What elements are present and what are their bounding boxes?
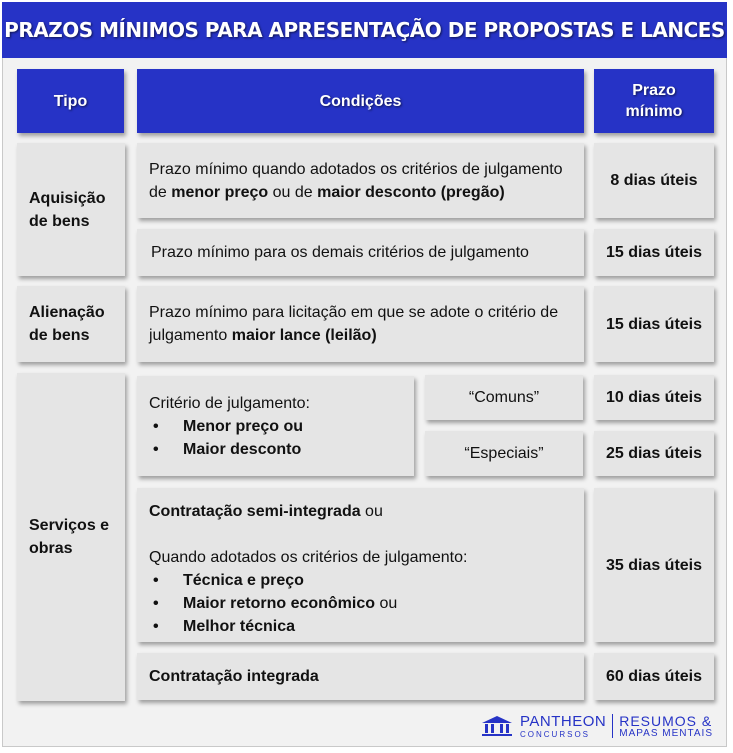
prazo-integrada: 60 dias úteis [594,653,714,700]
condition-aquisicao-demais: Prazo mínimo para os demais critérios de julgamento [137,229,584,276]
semi-intro: Quando adotados os critérios de julgamento: [149,549,468,566]
type-label-line2: de bens [29,327,90,344]
list-item: • Maior retorno econômico ou [149,592,467,615]
prazo-alienacao: 15 dias úteis [594,286,714,362]
type-alienacao-de-bens [17,286,125,362]
condition-semi-integrada [137,488,584,642]
criterio-label: Critério de julgamento: [149,394,310,412]
condition-criterio-julgamento [137,376,414,476]
type-servicos-e-obras [17,373,125,701]
prazo-comuns: 10 dias úteis [594,375,714,420]
footer-logo [480,711,713,741]
list-item: • Maior desconto [149,438,310,461]
header-prazo-line2: mínimo [625,103,683,120]
condition-aquisicao-menor-preco [137,143,584,218]
header-prazo-minimo [594,69,714,133]
list-item: • Melhor técnica [149,615,467,638]
brand-tagline: RESUMOS & MAPAS MENTAIS [619,712,713,739]
label-comuns: “Comuns” [425,375,583,420]
criterio-list [149,415,310,461]
condition-contratacao-integrada: Contratação integrada [137,653,584,700]
list-item: • Menor preço ou [149,415,310,438]
header-tipo: Tipo [17,69,124,133]
prazo-especiais: 25 dias úteis [594,431,714,476]
condition-text: Prazo mínimo para licitação em que se adote o critério de [149,304,559,321]
prazo-aquisicao-2: 15 dias úteis [594,229,714,276]
condition-text: Prazo mínimo quando adotados os critérios de julgamento [149,160,563,178]
type-aquisicao-de-bens [17,143,125,276]
condition-text-line2: julgamento maior lance (leilão) [149,327,377,344]
brand-name: PANTHEON CONCURSOS [520,712,607,739]
divider [612,714,613,738]
prazo-aquisicao-1: 8 dias úteis [594,143,714,218]
type-label-line1: Alienação [29,304,105,321]
type-label-line2: de bens [29,212,90,230]
page-title: PRAZOS MÍNIMOS PARA APRESENTAÇÃO DE PROPOSTAS E LANCES [2,2,727,58]
list-item: • Técnica e preço [149,569,467,592]
header-prazo-line1: Prazo [632,82,676,99]
header-condicoes: Condições [137,69,584,133]
condition-text-line2: de menor preço ou de maior desconto (pregão) [149,183,505,201]
semi-criterios-list [149,569,467,638]
condition-alienacao-leilao [137,286,584,362]
type-label-line1: Aquisição [29,189,106,207]
type-label-line2: obras [29,540,73,557]
type-label-line1: Serviços e [29,517,110,534]
prazo-semi-integrada: 35 dias úteis [594,488,714,642]
semi-integrada-heading: Contratação semi-integrada ou [149,503,383,520]
label-especiais: “Especiais” [425,431,583,476]
pantheon-temple-icon [480,715,514,737]
